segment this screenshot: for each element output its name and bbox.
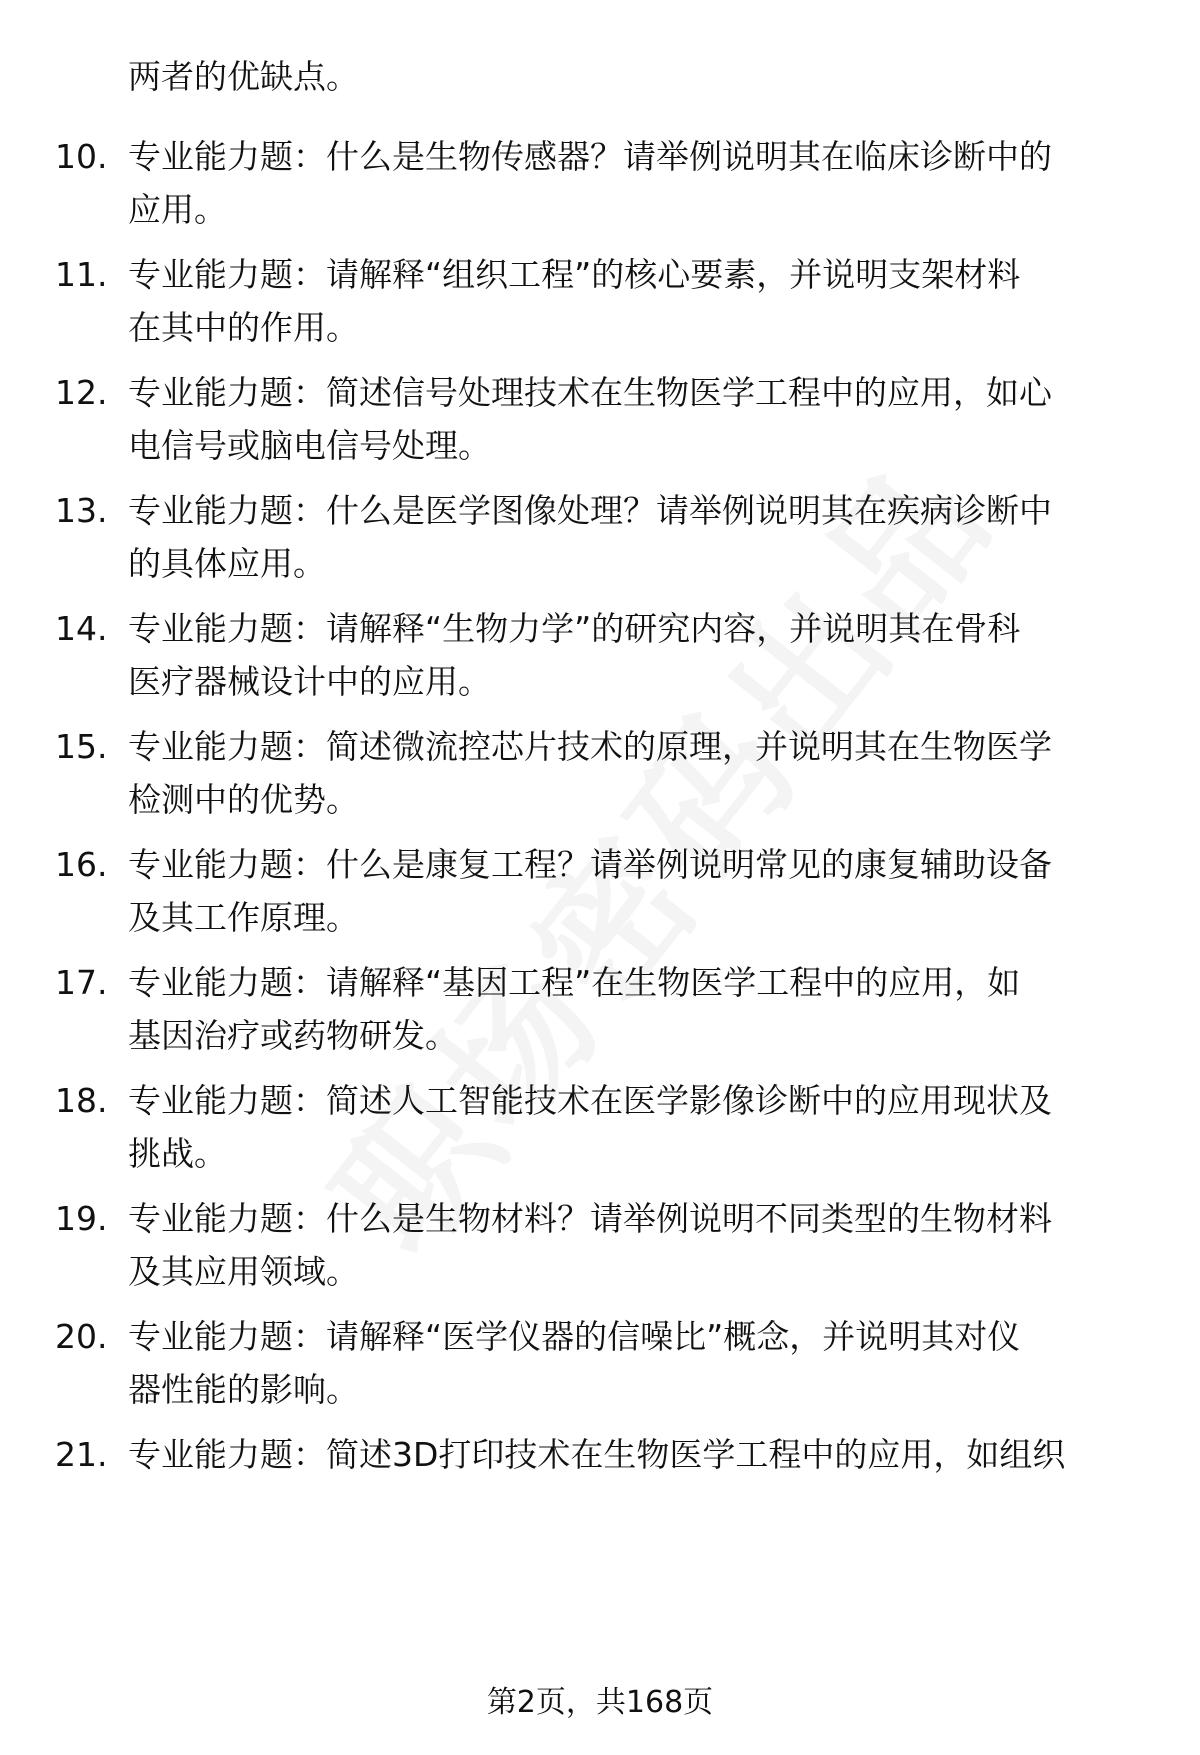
- item-number: 20.: [55, 1317, 108, 1356]
- item-number: 14.: [55, 609, 108, 648]
- item-number: 13.: [55, 491, 108, 530]
- item-line: 及其应用领域。: [128, 1252, 359, 1291]
- item-line: 专业能力题：简述信号处理技术在生物医学工程中的应用，如心: [128, 373, 1052, 412]
- list-item: [0, 602, 1200, 712]
- item-number: 21.: [55, 1435, 108, 1474]
- item-text: [128, 130, 1138, 236]
- list-item: [0, 720, 1200, 830]
- item-text: [128, 484, 1138, 590]
- item-number: 15.: [55, 727, 108, 766]
- item-line: 及其工作原理。: [128, 898, 359, 937]
- list-item: [0, 1074, 1200, 1184]
- list-item: [0, 956, 1200, 1066]
- item-line: 专业能力题：什么是生物传感器？请举例说明其在临床诊断中的: [128, 137, 1052, 176]
- item-number: 16.: [55, 845, 108, 884]
- item-line: 专业能力题：请解释“医学仪器的信噪比”概念，并说明其对仪: [128, 1317, 1021, 1356]
- item-text: [128, 1074, 1138, 1180]
- item-number: 19.: [55, 1199, 108, 1238]
- item-line: 在其中的作用。: [128, 308, 359, 347]
- item-number: 10.: [55, 137, 108, 176]
- item-text: [128, 1192, 1138, 1298]
- item-line: 的具体应用。: [128, 544, 326, 583]
- item-text: [128, 366, 1138, 472]
- list-item: [0, 1310, 1200, 1420]
- list-item: [0, 1428, 1200, 1538]
- item-text: [128, 602, 1138, 708]
- item-line: 器性能的影响。: [128, 1370, 359, 1409]
- item-number: 12.: [55, 373, 108, 412]
- item-line: 专业能力题：请解释“生物力学”的研究内容，并说明其在骨科: [128, 609, 1021, 648]
- item-text: [128, 838, 1138, 944]
- item-number: 11.: [55, 255, 108, 294]
- item-line: 医疗器械设计中的应用。: [128, 662, 491, 701]
- item-text: [128, 1310, 1138, 1416]
- item-line: 检测中的优势。: [128, 780, 359, 819]
- item-number: 17.: [55, 963, 108, 1002]
- item-line: 专业能力题：简述微流控芯片技术的原理，并说明其在生物医学: [128, 727, 1052, 766]
- item-text: [128, 248, 1138, 354]
- item-line: 电信号或脑电信号处理。: [128, 426, 491, 465]
- item-line: 基因治疗或药物研发。: [128, 1016, 458, 1055]
- item-line: 专业能力题：请解释“组织工程”的核心要素，并说明支架材料: [128, 255, 1021, 294]
- list-item: [0, 366, 1200, 476]
- item-line: 专业能力题：请解释“基因工程”在生物医学工程中的应用，如: [128, 963, 1021, 1002]
- item-text: [128, 956, 1138, 1062]
- item-line: 专业能力题：什么是康复工程？请举例说明常见的康复辅助设备: [128, 845, 1052, 884]
- item-number: 18.: [55, 1081, 108, 1120]
- list-item: [0, 484, 1200, 594]
- list-item: [0, 1192, 1200, 1302]
- page-footer: 第2页，共168页: [486, 1685, 714, 1720]
- item-line: 专业能力题：简述人工智能技术在医学影像诊断中的应用现状及: [128, 1081, 1052, 1120]
- list-item: [0, 130, 1200, 240]
- item-text: [128, 720, 1138, 826]
- list-item: [0, 838, 1200, 948]
- item-line: 挑战。: [128, 1134, 227, 1173]
- item-text: [128, 1428, 1138, 1481]
- item-line: 专业能力题：什么是医学图像处理？请举例说明其在疾病诊断中: [128, 491, 1052, 530]
- item-line: 专业能力题：什么是生物材料？请举例说明不同类型的生物材料: [128, 1199, 1052, 1238]
- continued-line: 两者的优缺点。: [128, 57, 359, 96]
- item-line: 专业能力题：简述3D打印技术在生物医学工程中的应用，如组织: [128, 1435, 1066, 1474]
- item-line: 应用。: [128, 190, 227, 229]
- list-item: [0, 248, 1200, 358]
